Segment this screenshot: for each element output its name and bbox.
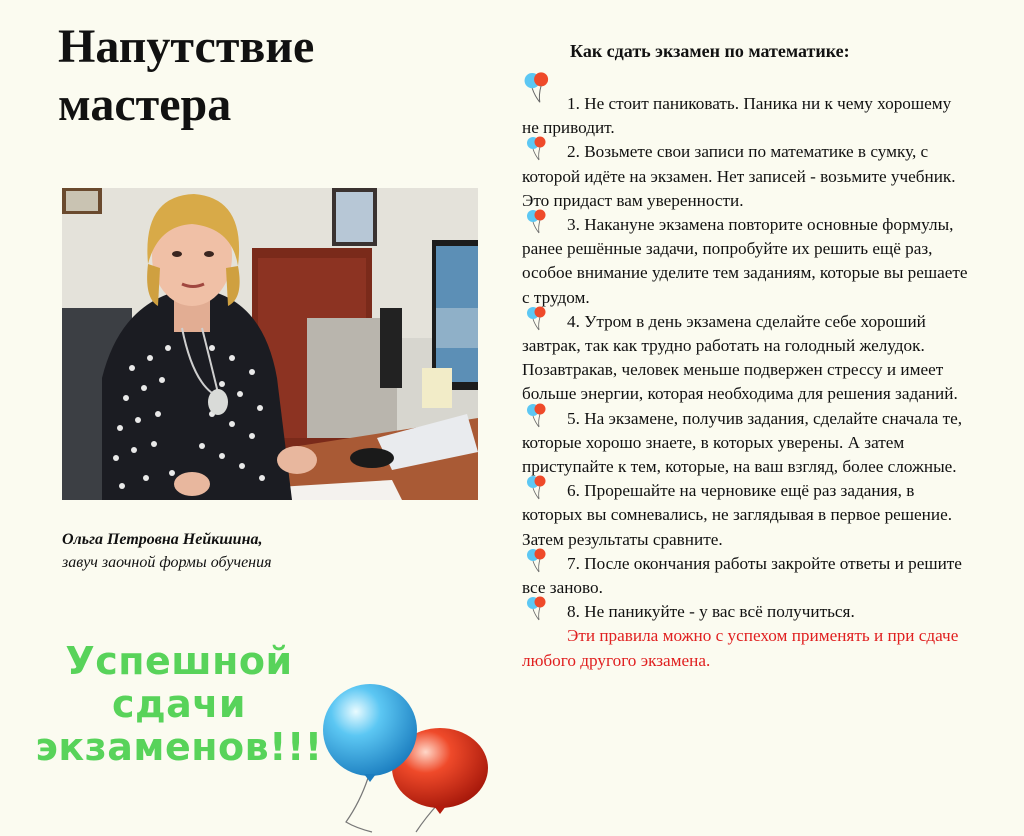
rules-list	[522, 92, 970, 673]
teacher-name: Ольга Петровна Нейкшина,	[62, 531, 263, 548]
rule-text: 5. На экзамене, получив задания, сделайте сначала те, которые хорошо знаете, в которых уверены. А затем приступайте к тем, которые, на ваш взгляд, более сложные.	[522, 408, 963, 477]
balloon-bullet-icon	[525, 402, 547, 428]
balloon-bullet-icon	[525, 208, 547, 234]
rule-text: 4. Утром в день экзамена сделайте себе хороший завтрак, так как трудно работать на голодный желудок. Позавтракав, человек меньше подвержен стрессу и имеет больше энергии, которая необходима для решения заданий.	[522, 311, 958, 404]
teacher-role: завуч заочной формы обучения	[62, 554, 272, 571]
closing-note: Эти правила можно с успехом применять и при сдаче любого другого экзамена.	[522, 626, 959, 670]
rule-text: 7. После окончания работы закройте ответы и решите все заново.	[522, 553, 962, 598]
rule-item	[522, 552, 970, 600]
wish-line-2: сдачи	[111, 682, 247, 726]
rule-item	[522, 140, 970, 213]
rule-text: 2. Возьмете свои записи по математике в сумку, с которой идёте на экзамен. Нет записей - возьмите учебник. Это придаст вам уверенности.	[522, 142, 956, 210]
balloon-bullet-icon	[522, 70, 550, 104]
title-line-1: Напутствие	[58, 20, 315, 73]
rule-text: 8. Не паникуйте - у вас всё получиться.	[567, 602, 855, 622]
rule-text: 6. Прорешайте на черновике ещё раз задания, в которых вы сомневались, не заглядывая в первое решение. Затем результаты сравните.	[522, 481, 952, 549]
rule-item	[522, 92, 970, 140]
rule-item	[522, 213, 970, 310]
rule-item	[522, 310, 970, 407]
rule-item	[522, 479, 970, 552]
rule-text: 3. Накануне экзамена повторите основные формулы, ранее решённые задачи, попробуйте их решить ещё раз, особое внимание уделите тем заданиям, которые вы решаете с трудом.	[522, 215, 968, 307]
balloon-bullet-icon	[525, 135, 547, 161]
balloon-bullet-icon	[525, 474, 547, 500]
wish-line-3: экзаменов!!!	[35, 725, 323, 769]
rule-item	[522, 407, 970, 480]
rule-text: 1. Не стоит паниковать. Паника ни к чему хорошему не приводит.	[522, 94, 952, 138]
title-line-2: мастера	[58, 78, 232, 131]
balloon-bullet-icon	[525, 305, 547, 331]
rule-item	[522, 600, 970, 624]
wish-text	[34, 640, 324, 769]
balloon-bullet-icon	[525, 595, 547, 621]
page-title	[58, 18, 458, 134]
teacher-photo	[62, 188, 478, 500]
balloons-icon	[316, 682, 496, 836]
balloon-bullet-icon	[525, 547, 547, 573]
wish-line-1: Успешной	[65, 639, 293, 683]
rules-heading: Как сдать экзамен по математике:	[570, 41, 850, 61]
